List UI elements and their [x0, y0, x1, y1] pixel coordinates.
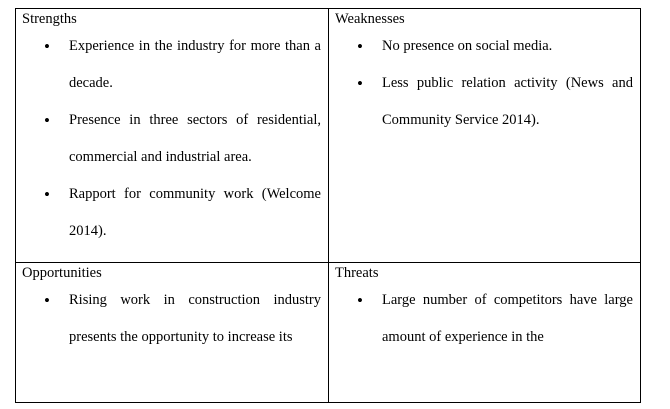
swot-row-bottom	[16, 263, 641, 403]
weaknesses-cell	[329, 9, 641, 263]
threats-item: • Large number of competitors have large amount of experience in the	[329, 282, 640, 356]
strengths-title: Strengths	[22, 11, 77, 27]
weaknesses-title: Weaknesses	[335, 11, 405, 27]
opportunities-cell	[16, 263, 329, 403]
threats-list	[329, 282, 640, 356]
strengths-list	[16, 28, 328, 250]
weaknesses-list	[329, 28, 640, 139]
opportunities-item: • Rising work in construction industry presents the opportunity to increase its	[16, 282, 328, 356]
weaknesses-item: • No presence on social media.	[329, 28, 640, 65]
threats-cell	[329, 263, 641, 403]
opportunities-title: Opportunities	[22, 265, 102, 281]
threats-title: Threats	[335, 265, 379, 281]
strengths-cell	[16, 9, 329, 263]
strengths-item: • Rapport for community work (Welcome 2014).	[16, 176, 328, 250]
swot-table	[15, 8, 641, 403]
strengths-item: • Presence in three sectors of residential, commercial and industrial area.	[16, 102, 328, 176]
strengths-item: • Experience in the industry for more than a decade.	[16, 28, 328, 102]
swot-row-top	[16, 9, 641, 263]
opportunities-list	[16, 282, 328, 356]
weaknesses-item: • Less public relation activity (News and Community Service 2014).	[329, 65, 640, 139]
